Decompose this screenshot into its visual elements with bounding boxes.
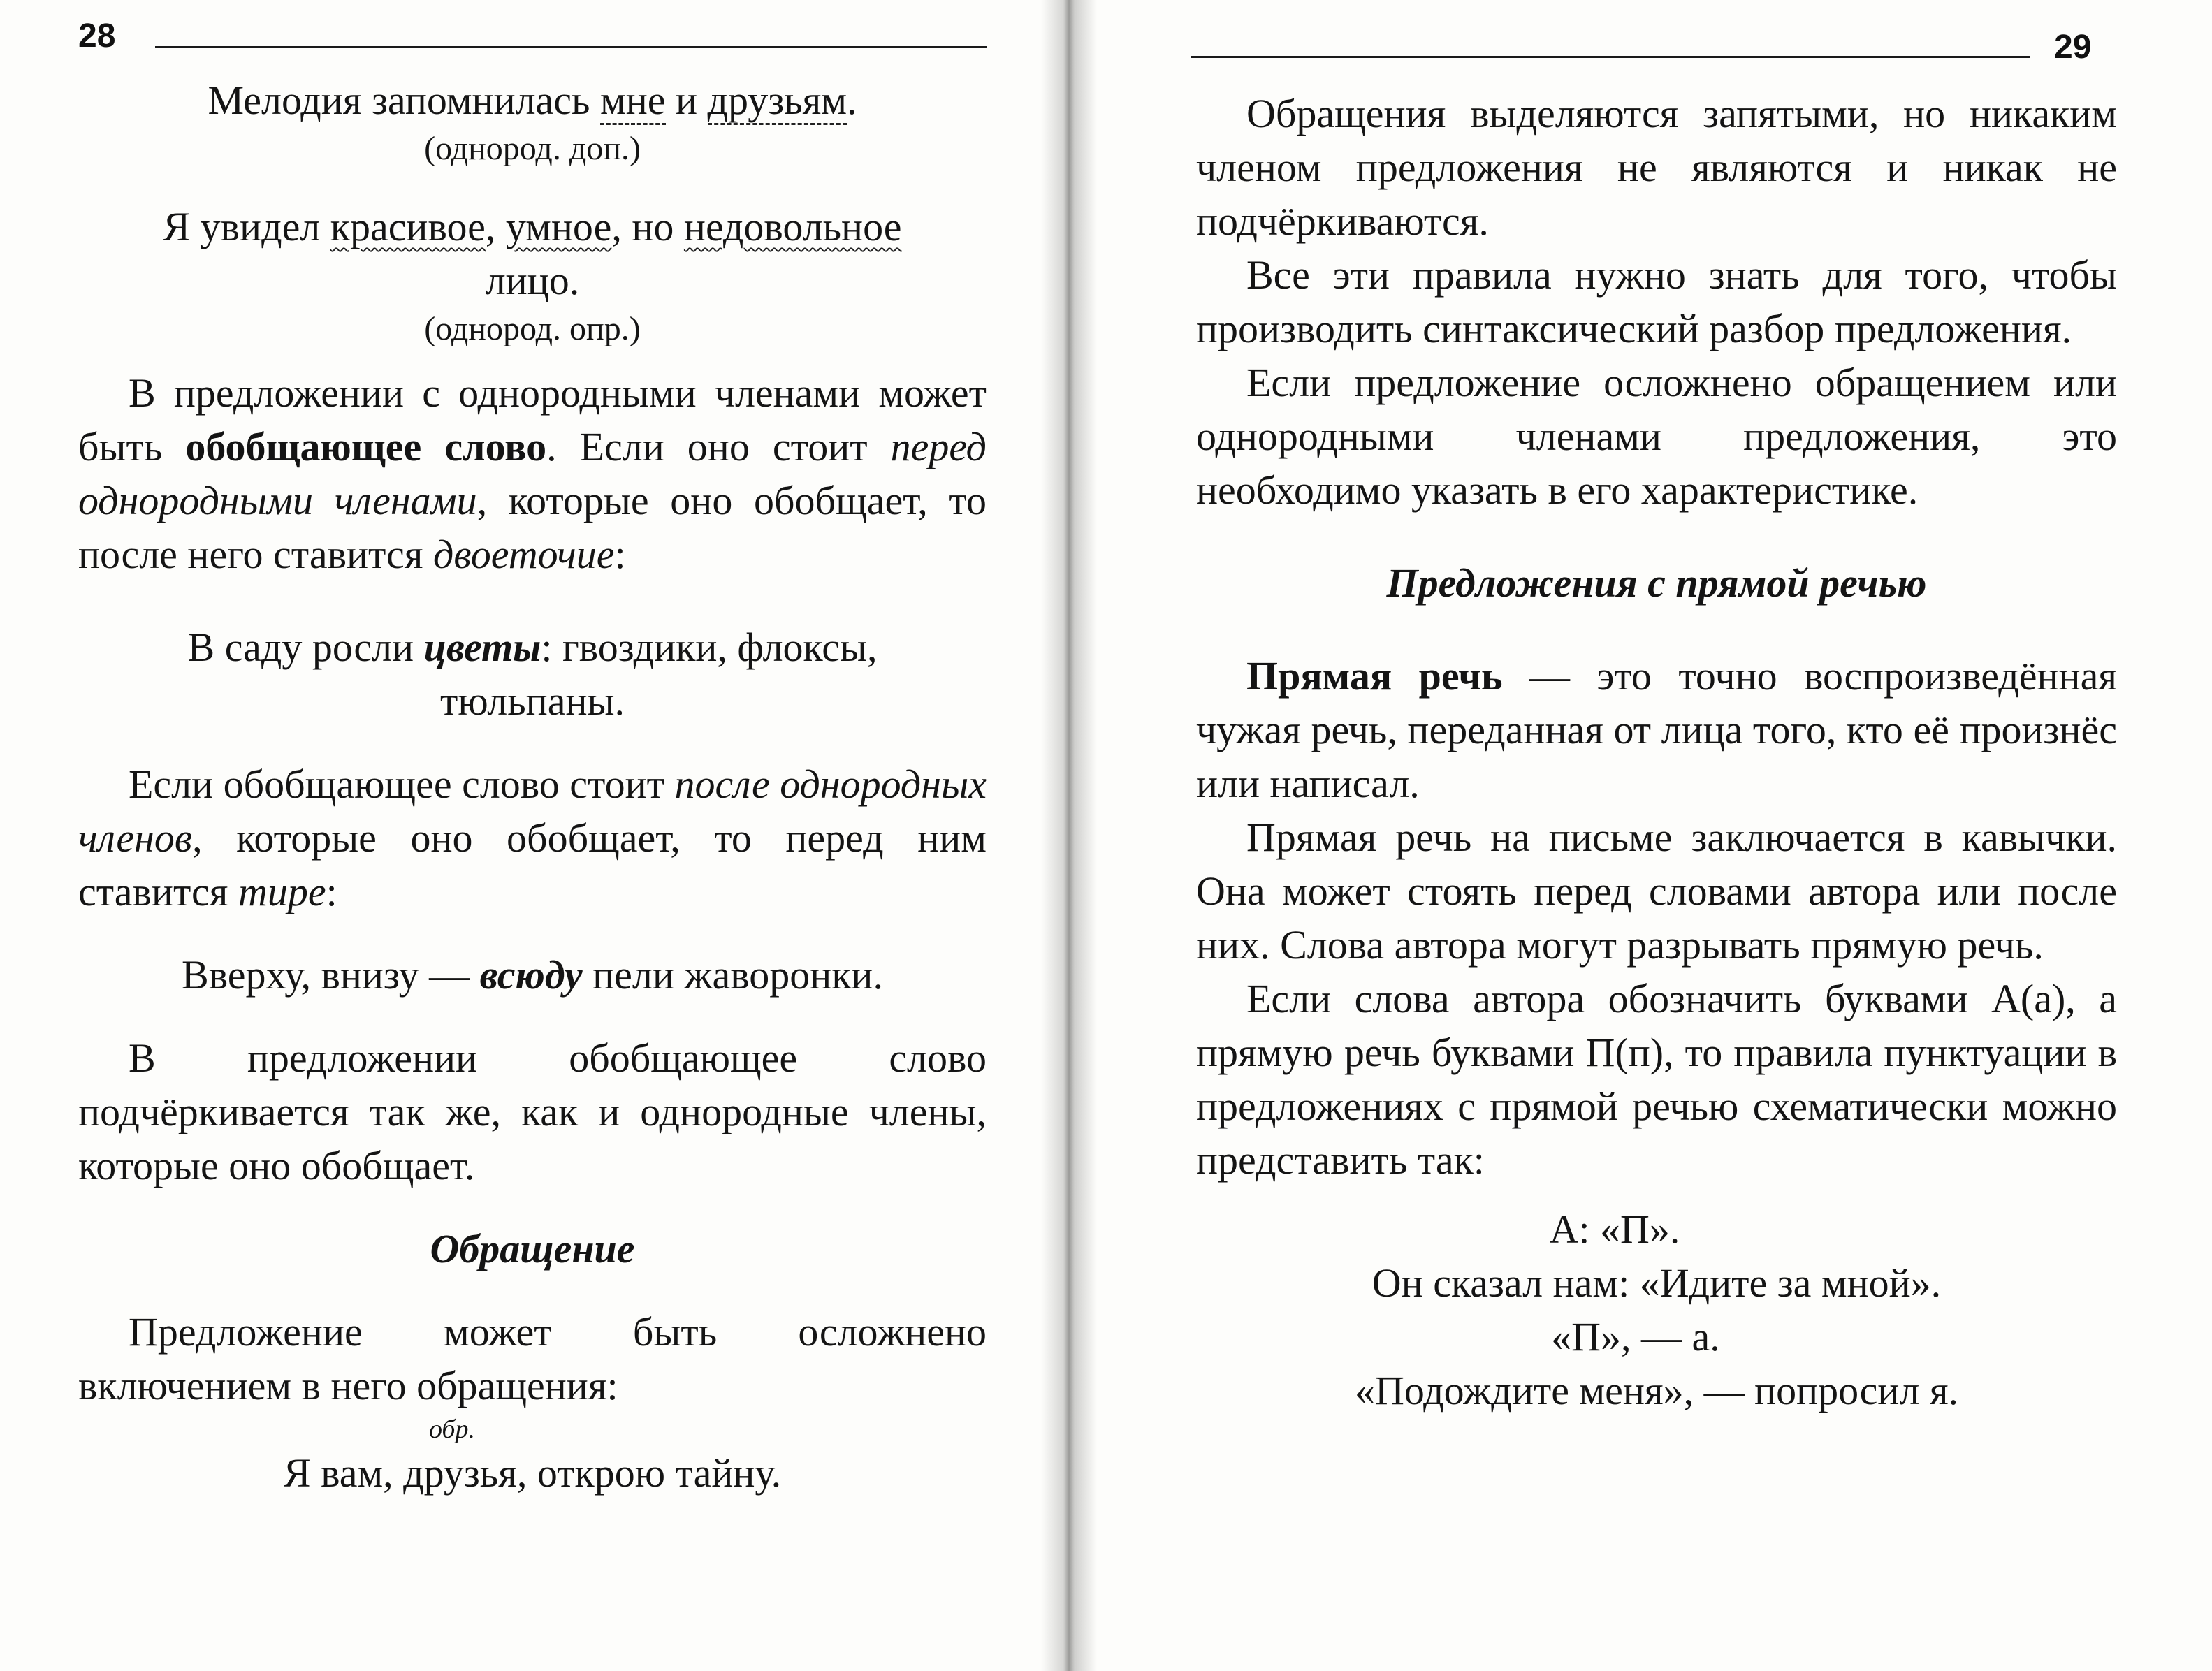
note-address: обр. — [428, 1415, 476, 1444]
underlined-attribute: красивое — [330, 204, 486, 249]
paragraph-rules: Все эти правила нужно знать для того, чтобы производить синтаксический разбор предложения. — [1196, 252, 2117, 351]
page-number-right: 29 — [2054, 29, 2092, 66]
paragraph-address-punctuation: Обращения выделяются запятыми, но никаким членом предложения не являются и никак не подчёркиваются. — [1196, 91, 2117, 244]
right-page-text — [1196, 87, 2117, 1417]
underlined-attribute: недовольное — [683, 204, 902, 249]
header-rule-left — [155, 46, 987, 48]
example-speech-first: «Подождите меня», — попросил я. — [1354, 1368, 1959, 1413]
paragraph-address: Предложение может быть осложнено включением в него обращения: — [78, 1309, 987, 1408]
paragraph-generalizing-word-after: Если обобщающее слово стоит после однородных членов, которые оно обобщает, то перед ним ставится тире: — [78, 761, 987, 914]
page-number-left: 28 — [78, 17, 116, 54]
scheme-speech-first: «П», — а. — [1551, 1314, 1720, 1359]
example-homogeneous-objects: Мелодия запомнилась мне и друзьям. — [78, 73, 987, 127]
underlined-attribute: умное — [505, 204, 612, 249]
scheme-author-first: А: «П». — [1549, 1206, 1680, 1252]
paragraph-quotation-marks: Прямая речь на письме заключается в кавычки. Она может стоять перед словами автора или после них. Слова автора могут разрывать прямую речь. — [1196, 815, 2117, 968]
example-address: Я вам, друзья, открою тайну. — [283, 1450, 782, 1496]
paragraph-generalizing-word-before: В предложении с однородными членами может быть обобщающее слово. Если оно стоит перед однородными членами, которые оно обобщает, то после него ставится двоеточие: — [78, 370, 987, 577]
example-dash: Вверху, внизу — всюду пели жаворонки. — [182, 952, 883, 998]
underlined-object: мне — [600, 78, 666, 125]
example-author-first: Он сказал нам: «Идите за мной». — [1371, 1260, 1942, 1306]
example-colon: В саду росли цветы: гвоздики, флоксы, — [187, 625, 878, 670]
note-homogeneous-objects: (однород. доп.) — [424, 130, 641, 167]
underlined-object: друзьям — [708, 78, 847, 125]
example-line: тюльпаны. — [440, 678, 625, 724]
example-line: лицо. — [485, 258, 580, 303]
right-page — [1079, 0, 2212, 1671]
example-homogeneous-attributes: Я увидел красивое, умное, но недовольное — [163, 204, 902, 249]
paragraph-characteristic: Если предложение осложнено обращением или однородными членами предложения, это необходимо указать в его характеристике. — [1196, 360, 2117, 513]
left-page — [0, 0, 1062, 1671]
paragraph-direct-speech-definition: Прямая речь — это точно воспроизведённая чужая речь, переданная от лица того, кто её произнёс или написал. — [1196, 653, 2117, 806]
note-homogeneous-attributes: (однород. опр.) — [424, 310, 641, 347]
section-heading-direct-speech: Предложения с прямой речью — [1386, 560, 1927, 606]
paragraph-scheme-intro: Если слова автора обозначить буквами А(а), а прямую речь буквами П(п), то правила пунктуации в предложениях с прямой речью схематически можно представить так: — [1196, 976, 2117, 1183]
left-page-text — [78, 73, 987, 1500]
paragraph-underlining: В предложении обобщающее слово подчёркивается так же, как и однородные члены, которые оно обобщает. — [78, 1035, 987, 1188]
header-rule-right — [1191, 56, 2030, 58]
section-heading-address: Обращение — [430, 1226, 635, 1271]
